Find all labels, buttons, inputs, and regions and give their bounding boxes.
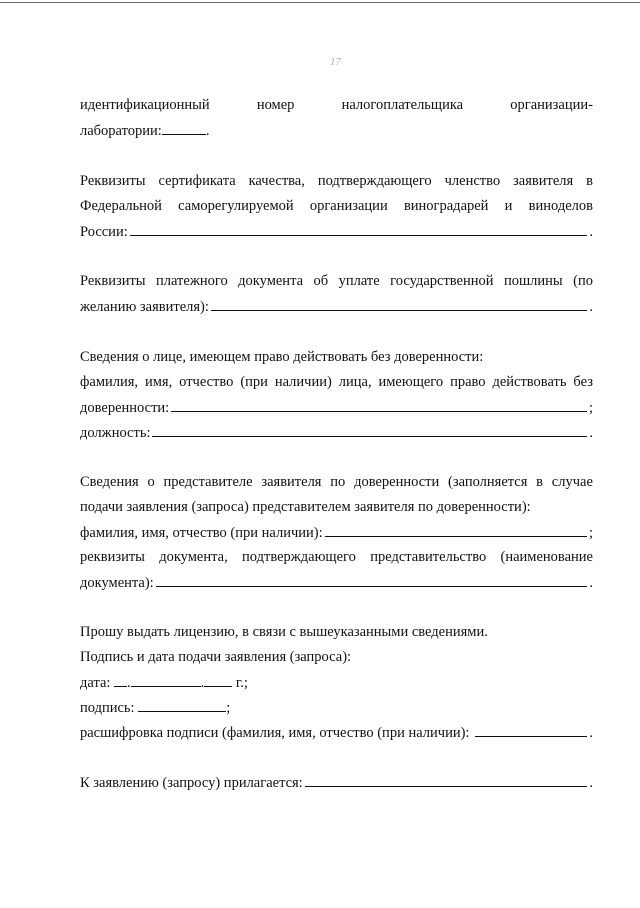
cert-line-3: России: .: [80, 224, 593, 240]
payment-line-1: Реквизиты платежного документа об уплате государственной пошлины (по: [80, 273, 593, 289]
attachment-field[interactable]: [305, 773, 588, 787]
page-number-mark: 17: [330, 56, 341, 68]
rep-line-1: Сведения о представителе заявителя по доверенности (заполняется в случае: [80, 474, 593, 490]
rep-line-2: подачи заявления (запроса) представителем заявителя по доверенности):: [80, 499, 531, 515]
request-line-1: Прошу выдать лицензию, в связи с вышеуказанными сведениями.: [80, 624, 488, 640]
date-day-field[interactable]: [114, 673, 127, 687]
rep-line-5: документа): .: [80, 575, 593, 591]
scan-top-edge: [0, 2, 640, 3]
rep-name-field[interactable]: [325, 523, 587, 537]
payment-line-2: желанию заявителя): .: [80, 299, 593, 315]
person-name-field[interactable]: [171, 398, 587, 412]
inn-field[interactable]: [162, 121, 206, 135]
person-heading: Сведения о лице, имеющем право действовать без доверенности:: [80, 349, 484, 365]
person-line-2: фамилия, имя, отчество (при наличии) лица, имеющего право действовать без: [80, 374, 593, 390]
inn-line-1: идентификационный номер налогоплательщика организации-: [80, 97, 593, 113]
date-month-field[interactable]: [131, 673, 201, 687]
date-line: дата: . . г.;: [80, 675, 248, 691]
signature-line: подпись: ;: [80, 700, 231, 716]
cert-field[interactable]: [130, 222, 588, 236]
rep-document-field[interactable]: [156, 573, 588, 587]
signature-field[interactable]: [138, 698, 226, 712]
person-position-field[interactable]: [152, 423, 587, 437]
rep-line-3: фамилия, имя, отчество (при наличии): ;: [80, 525, 593, 541]
payment-field[interactable]: [211, 297, 587, 311]
attachment-line: К заявлению (запросу) прилагается: .: [80, 775, 593, 791]
inn-line-2: лаборатории: .: [80, 123, 210, 139]
cert-line-1: Реквизиты сертификата качества, подтверждающего членство заявителя в: [80, 173, 593, 189]
date-year-field[interactable]: [204, 673, 232, 687]
rep-line-4: реквизиты документа, подтверждающего представительство (наименование: [80, 549, 593, 565]
person-line-3: доверенности: ;: [80, 400, 593, 416]
cert-line-2: Федеральной саморегулируемой организации виноградарей и виноделов: [80, 198, 593, 214]
person-line-4: должность: .: [80, 425, 593, 441]
request-line-2: Подпись и дата подачи заявления (запроса):: [80, 649, 352, 665]
decode-field[interactable]: [475, 723, 587, 737]
decode-line: расшифровка подписи (фамилия, имя, отчество (при наличии): .: [80, 725, 593, 741]
